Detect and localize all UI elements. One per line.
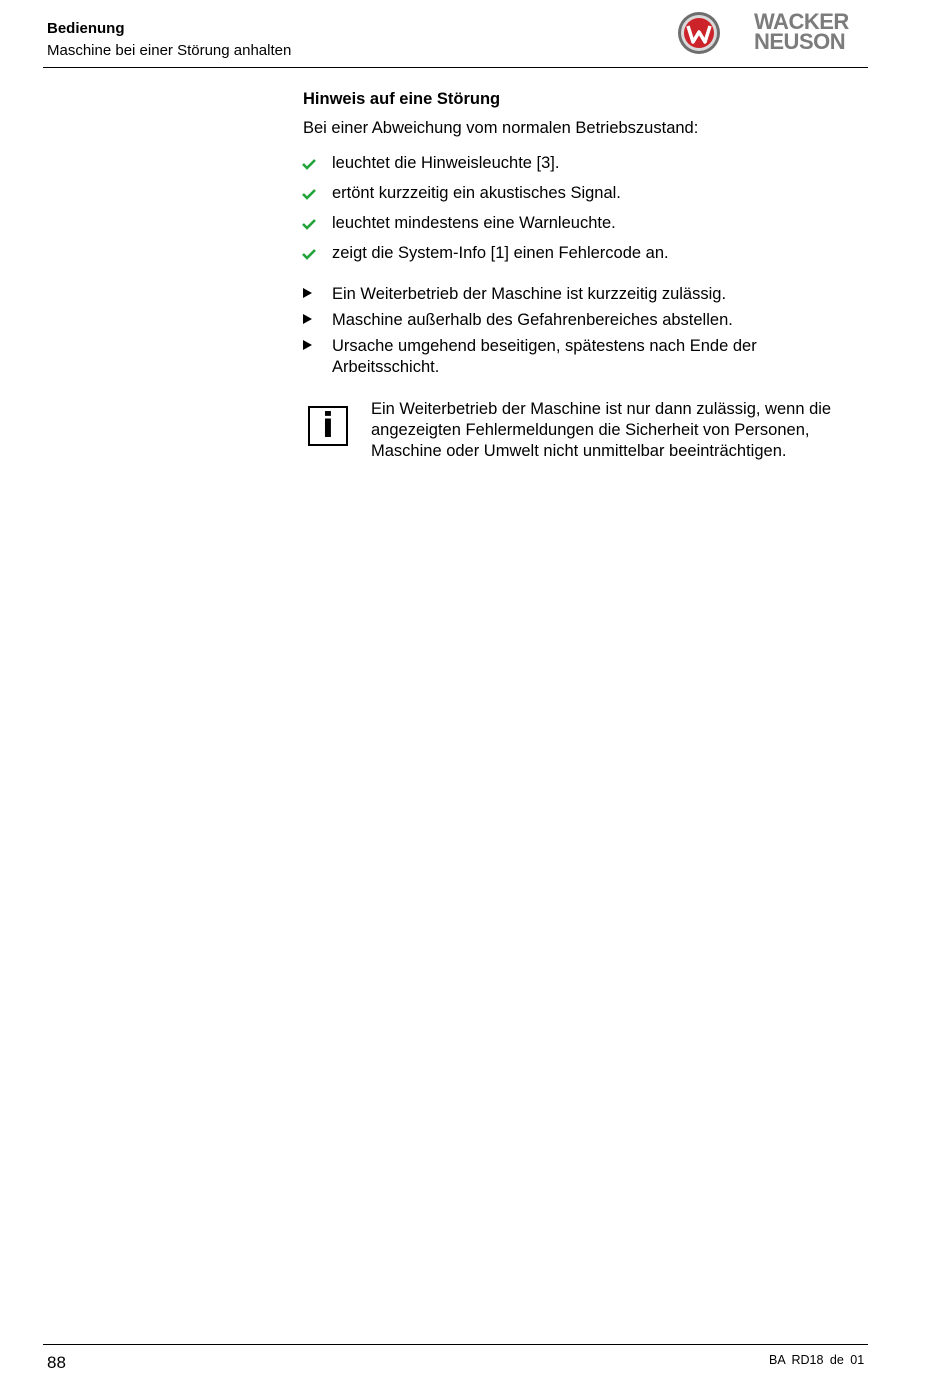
- result-text: zeigt die System-Info [1] einen Fehlercode an.: [332, 244, 669, 262]
- wacker-neuson-logo-icon: [677, 11, 721, 55]
- result-text: leuchtet mindestens eine Warnleuchte.: [332, 214, 616, 232]
- action-text: Ein Weiterbetrieb der Maschine ist kurzzeitig zulässig.: [332, 285, 727, 303]
- page-number: 88: [47, 1353, 66, 1372]
- action-arrow-icon: [303, 314, 312, 324]
- document-code: BA RD18 de 01: [769, 1353, 865, 1367]
- brand-line-2: NEUSON: [754, 29, 846, 54]
- checkmark-icon: [302, 158, 316, 170]
- info-icon: [308, 406, 348, 446]
- header-divider: [43, 67, 868, 68]
- info-note: Ein Weiterbetrieb der Maschine ist nur dann zulässig, wenn die angezeigten Fehlermeldungen die Sicherheit von Personen, Maschine oder Umwelt nicht unmittelbar beeinträchtigen.: [371, 400, 832, 460]
- intro-text: Bei einer Abweichung vom normalen Betriebszustand:: [303, 119, 699, 137]
- checkmark-icon: [302, 248, 316, 260]
- result-text: ertönt kurzzeitig ein akustisches Signal.: [332, 184, 621, 202]
- action-arrow-icon: [303, 340, 312, 350]
- footer-divider: [43, 1344, 868, 1345]
- subsection-heading: Hinweis auf eine Störung: [303, 90, 501, 108]
- result-text: leuchtet die Hinweisleuchte [3].: [332, 154, 560, 172]
- brand-wordmark: [754, 9, 849, 54]
- brand-line-1: WACKER: [754, 9, 849, 34]
- checkmark-icon: [302, 218, 316, 230]
- section-title: Maschine bei einer Störung anhalten: [47, 42, 292, 59]
- info-glyph: i: [322, 406, 334, 446]
- action-arrow-icon: [303, 288, 312, 298]
- action-text: Ursache umgehend beseitigen, spätestens nach Ende der Arbeitsschicht.: [332, 337, 757, 376]
- checkmark-icon: [302, 188, 316, 200]
- chapter-title: Bedienung: [47, 20, 125, 37]
- action-text: Maschine außerhalb des Gefahrenbereiches abstellen.: [332, 311, 733, 329]
